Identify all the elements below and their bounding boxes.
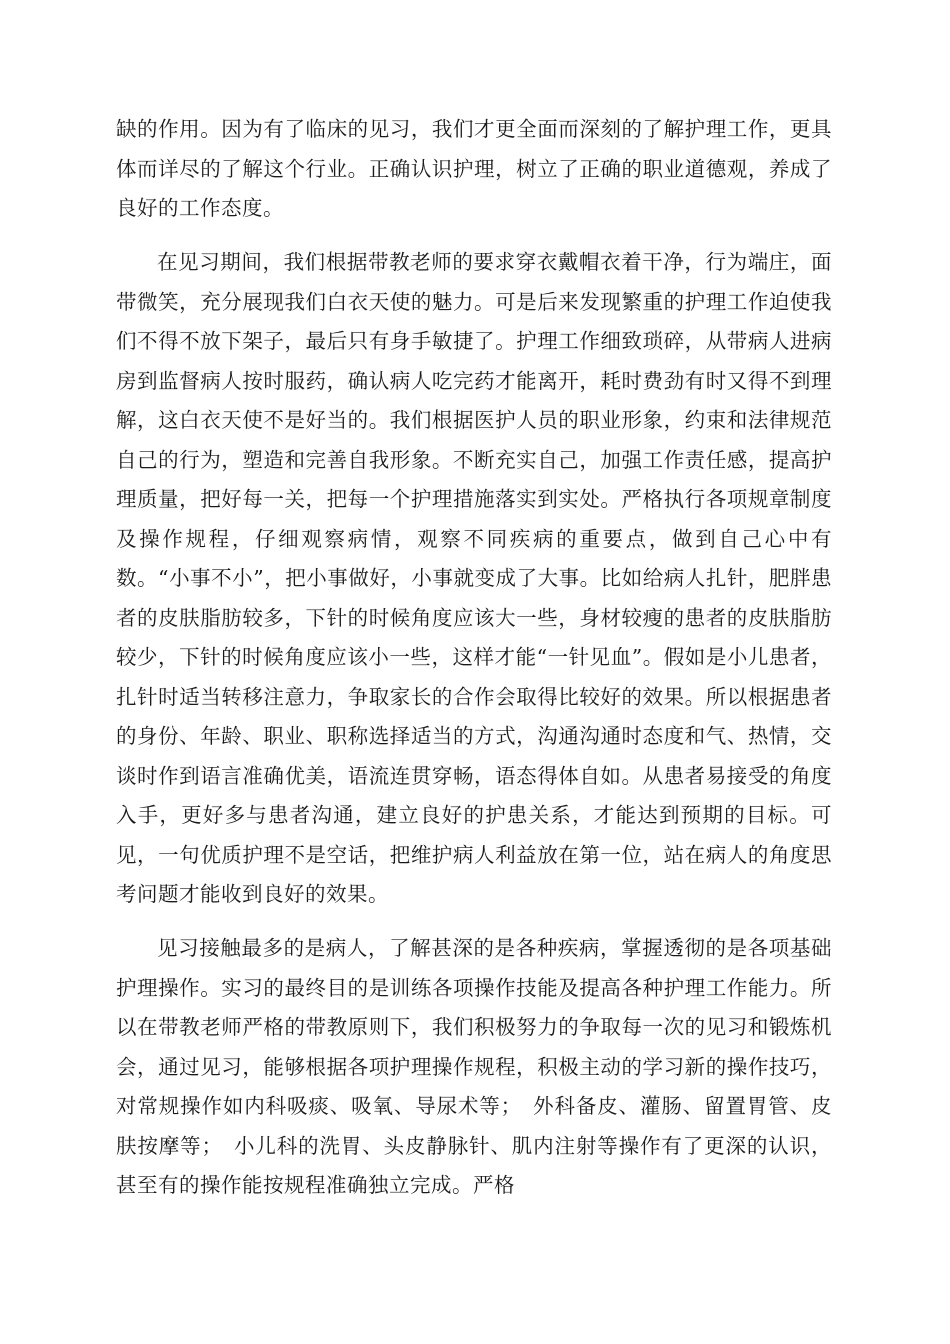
paragraph-2: 在见习期间，我们根据带教老师的要求穿衣戴帽衣着干净，行为端庄，面带微笑，充分展现我们白衣天使的魅力。可是后来发现繁重的护理工作迫使我们不得不放下架子，最后只有身手敏捷了。护理工作细致琐碎，从带病人进病房到监督病人按时服药，确认病人吃完药才能离开，耗时费劲有时又得不到理解，这白衣天使不是好当的。我们根据医护人员的职业形象，约束和法律规范自己的行为，塑造和完善自我形象。不断充实自己，加强工作责任感，提高护理质量，把好每一关，把每一个护理措施落实到实处。严格执行各项规章制度及操作规程，仔细观察病情，观察不同疾病的重要点，做到自己心中有数。“小事不小”，把小事做好，小事就变成了大事。比如给病人扎针，肥胖患者的皮肤脂肪较多，下针的时候角度应该大一些，身材较瘦的患者的皮肤脂肪较少，下针的时候角度应该小一些，这样才能“一针见血”。假如是小儿患者，扎针时适当转移注意力，争取家长的合作会取得比较好的效果。所以根据患者的身份、年龄、职业、职称选择适当的方式，沟通沟通时态度和气、热情，交谈时作到语言准确优美，语流连贯穿畅，语态得体自如。从患者易接受的角度入手，更好多与患者沟通，建立良好的护患关系，才能达到预期的目标。可见，一句优质护理不是空话，把维护病人利益放在第一位，站在病人的角度思考问题才能收到良好的效果。	[116, 250, 832, 906]
paragraph-1: 缺的作用。因为有了临床的见习，我们才更全面而深刻的了解护理工作，更具体而详尽的了解这个行业。正确认识护理，树立了正确的职业道德观，养成了良好的工作态度。	[116, 117, 832, 220]
paragraph-3: 见习接触最多的是病人，了解甚深的是各种疾病，掌握透彻的是各项基础护理操作。实习的最终目的是训练各项操作技能及提高各种护理工作能力。所以在带教老师严格的带教原则下，我们积极努力的争取每一次的见习和锻炼机会，通过见习，能够根据各项护理操作规程，积极主动的学习新的操作技巧，对常规操作如内科吸痰、吸氧、导尿术等； 外科备皮、灌肠、留置胃管、皮肤按摩等； 小儿科的洗胃、头皮静脉针、肌内注射等操作有了更深的认识，甚至有的操作能按规程准确独立完成。严格	[116, 936, 832, 1197]
